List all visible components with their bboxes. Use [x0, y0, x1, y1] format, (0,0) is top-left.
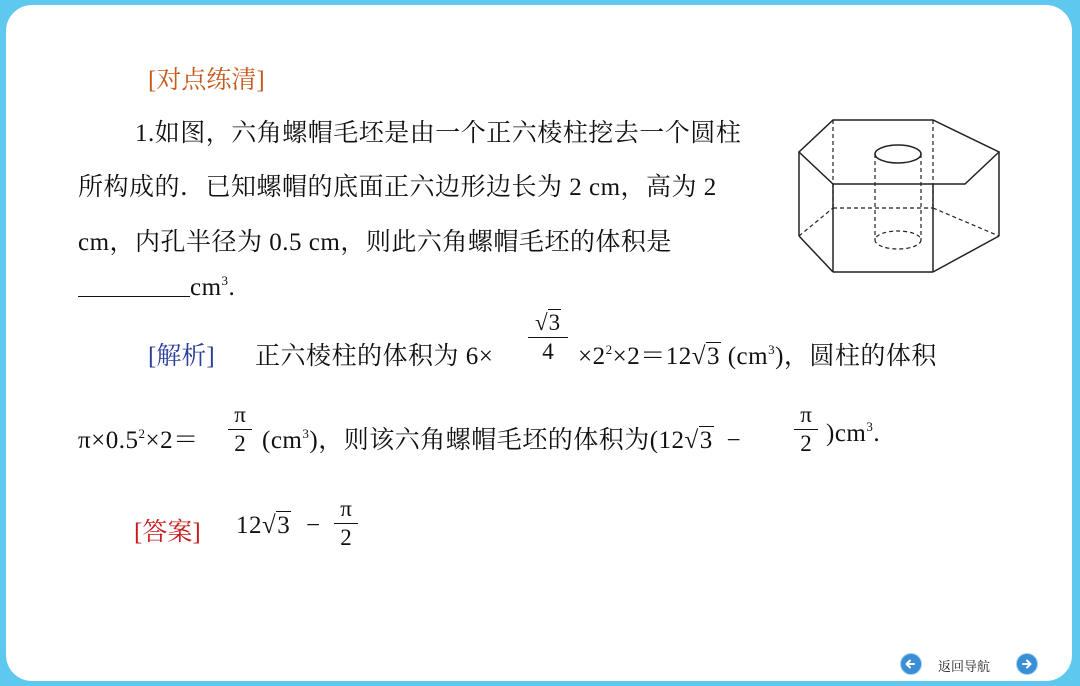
- fraction-pi-over-2: π 2: [228, 402, 252, 457]
- answer-value: 12√3 −: [236, 512, 321, 539]
- analysis-text-1b: $\times 2^2\times 2=12√3$ $(cm^3)$，圆柱的体积: [578, 342, 937, 370]
- hex-nut-figure: [795, 112, 1005, 278]
- problem-line-1: 1.如图，六角螺帽毛坯是由一个正六棱柱挖去一个圆柱: [135, 120, 742, 147]
- analysis-text-2a: $\pi\times 0.5^2\times 2=$: [78, 426, 199, 454]
- next-button[interactable]: [1016, 653, 1038, 675]
- answer-label: [答案]: [134, 519, 201, 546]
- top-hexagon: [799, 120, 999, 184]
- problem-line-3: cm，内孔半径为 0.5 cm，则此六角螺帽毛坯的体积是: [78, 229, 672, 256]
- analysis-text-2b: $(cm^3)$，则该六角螺帽毛坯的体积为(12√3 −: [262, 426, 742, 454]
- section-label: [对点练清]: [148, 67, 265, 94]
- answer-blank: [78, 274, 190, 297]
- arrow-left-icon: [903, 656, 919, 672]
- problem-line-4: $cm^3$.: [78, 274, 235, 302]
- prev-button[interactable]: [900, 653, 922, 675]
- arrow-right-icon: [1019, 656, 1035, 672]
- fraction-sqrt3-over-4: √3 4: [528, 310, 568, 365]
- analysis-text-1a: 正六棱柱的体积为 6×: [255, 343, 494, 370]
- fraction-pi-over-2-b: π 2: [794, 402, 818, 457]
- problem-line-2: 所构成的．已知螺帽的底面正六边形边长为 2 cm，高为 2: [78, 174, 717, 201]
- back-to-nav-link[interactable]: 返回导航: [938, 660, 991, 675]
- hole-top-ellipse: [875, 145, 921, 163]
- analysis-label: [解析]: [148, 343, 215, 370]
- analysis-text-2c: )$cm^3$.: [826, 419, 881, 447]
- answer-fraction-pi-over-2: π 2: [334, 496, 358, 551]
